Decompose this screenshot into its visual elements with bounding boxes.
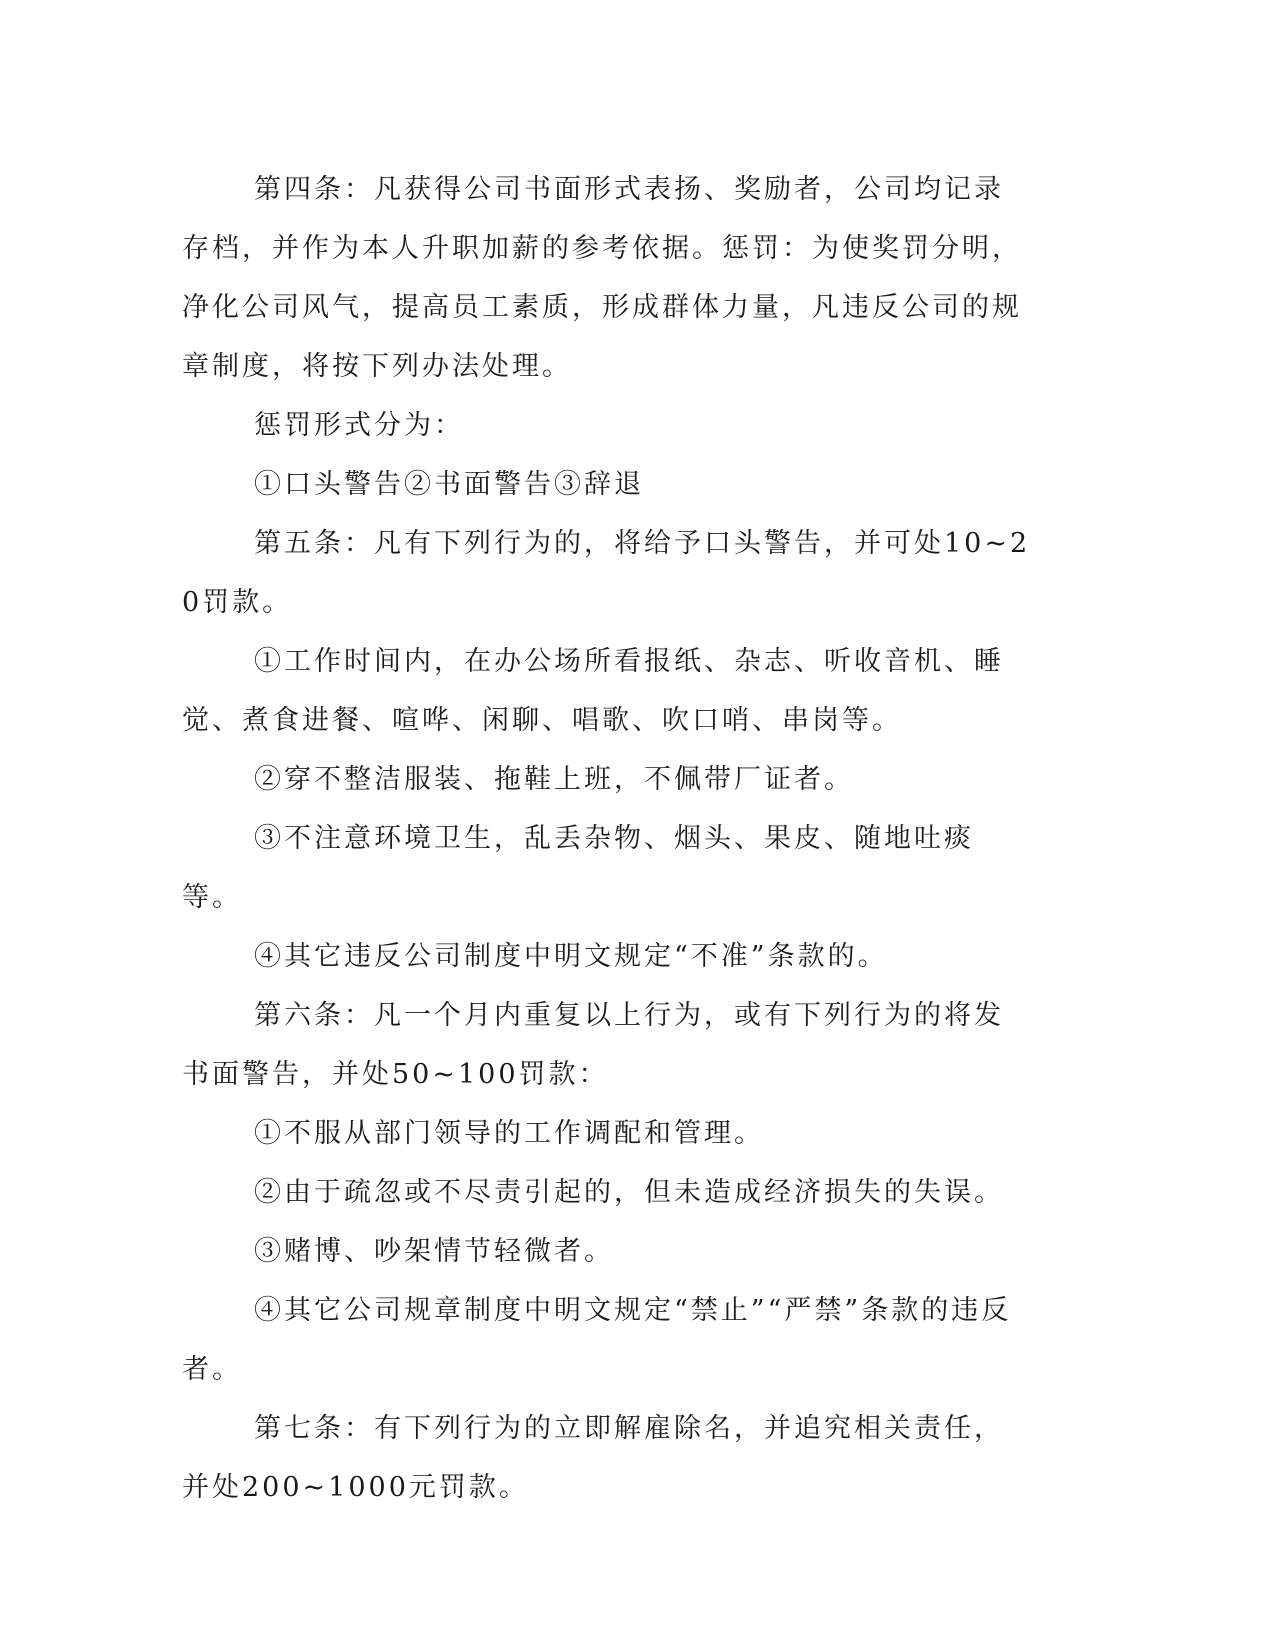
paragraph-article-5-item-1: ①工作时间内，在办公场所看报纸、杂志、听收音机、睡觉、煮食进餐、喧哗、闲聊、唱歌、吹口哨、串岗等。 [182,646,1004,736]
paragraph-article-6-item-3: ③赌博、吵架情节轻微者。 [254,1236,614,1267]
paragraph-article-6: 第六条：凡一个月内重复以上行为，或有下列行为的将发书面警告，并处50~100罚款： [182,1000,1004,1090]
paragraph-article-6-item-1: ①不服从部门领导的工作调配和管理。 [254,1118,764,1149]
paragraph-article-5-item-4: ④其它违反公司制度中明文规定“不准”条款的。 [254,941,888,972]
paragraph-article-7: 第七条：有下列行为的立即解雇除名，并追究相关责任，并处200~1000元罚款。 [182,1413,1004,1503]
paragraph-article-5-item-3: ③不注意环境卫生，乱丢杂物、烟头、果皮、随地吐痰等。 [182,823,974,913]
document-body [182,160,1032,1517]
paragraph-article-6-item-2: ②由于疏忽或不尽责引起的，但未造成经济损失的失误。 [254,1177,1004,1208]
paragraph-penalty-forms-list: ①口头警告②书面警告③辞退 [254,469,644,500]
paragraph-article-4: 第四条：凡获得公司书面形式表扬、奖励者，公司均记录存档，并作为本人升职加薪的参考依据。惩罚：为使奖罚分明，净化公司风气，提高员工素质，形成群体力量，凡违反公司的规章制度，将按下列办法处理。 [182,174,1022,382]
paragraph-article-5-item-2: ②穿不整洁服装、拖鞋上班，不佩带厂证者。 [254,764,854,795]
paragraph-article-5: 第五条：凡有下列行为的，将给予口头警告，并可处10~20罚款。 [182,528,1031,618]
paragraph-penalty-forms-heading: 惩罚形式分为： [254,410,464,441]
paragraph-article-6-item-4: ④其它公司规章制度中明文规定“禁止”“严禁”条款的违反者。 [182,1295,1012,1385]
